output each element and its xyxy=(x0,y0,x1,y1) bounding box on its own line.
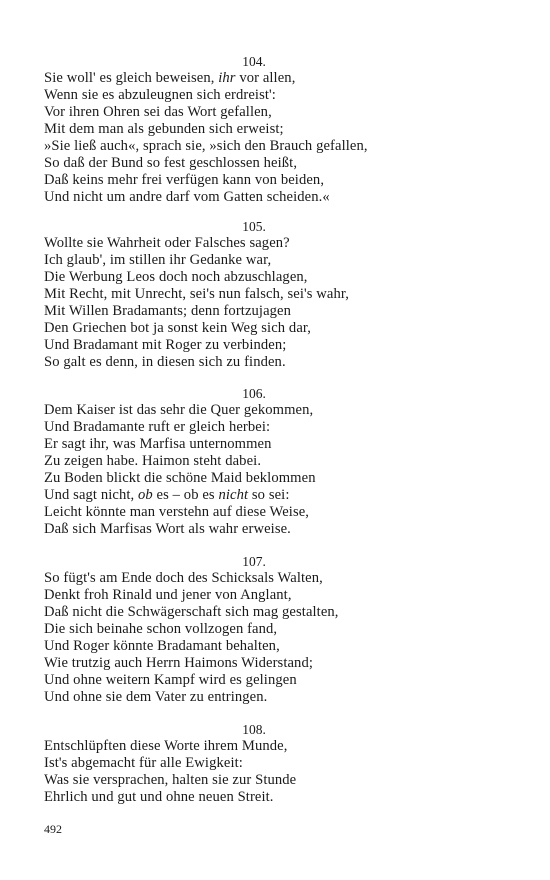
verse-line xyxy=(44,772,504,789)
verse-text: Und Bradamant mit Roger zu verbinden; xyxy=(44,337,287,353)
verse-text: So galt es denn, in diesen sich zu finden. xyxy=(44,354,286,370)
verse-line xyxy=(44,738,504,755)
verse-text: Wie trutzig auch Herrn Haimons Widerstand; xyxy=(44,655,314,671)
verse-text: Ich glaub', im stillen ihr Gedanke war, xyxy=(44,252,272,268)
verse-line xyxy=(44,436,504,453)
verse-text: Was sie versprachen, halten sie zur Stunde xyxy=(44,772,297,788)
verse-text: Und ohne sie dem Vater zu entringen. xyxy=(44,689,268,705)
verse-line xyxy=(44,655,504,672)
verse-line xyxy=(44,672,504,689)
verse-line xyxy=(44,789,504,806)
verse-line xyxy=(44,337,504,354)
page-number: 492 xyxy=(44,822,62,836)
verse-text: Dem Kaiser ist das sehr die Quer gekommen, xyxy=(44,402,314,418)
verse-text: Denkt froh Rinald und jener von Anglant, xyxy=(44,587,292,603)
verse-text: Ehrlich und gut und ohne neuen Streit. xyxy=(44,789,274,805)
verse-text: Den Griechen bot ja sonst kein Weg sich dar, xyxy=(44,320,312,336)
verse-line xyxy=(44,252,504,269)
verse-line xyxy=(44,419,504,436)
stanza-104 xyxy=(44,53,504,206)
verse-line xyxy=(44,453,504,470)
verse-text: vor allen, xyxy=(235,70,296,86)
verse-text: Ist's abgemacht für alle Ewigkeit: xyxy=(44,755,243,771)
verse-text: Und Bradamante ruft er gleich herbei: xyxy=(44,419,271,435)
verse-line xyxy=(44,189,504,206)
verse-text: Mit dem man als gebunden sich erweist; xyxy=(44,121,284,137)
verse-text: Leicht könnte man verstehn auf diese Weise, xyxy=(44,504,310,520)
stanza-number: 107. xyxy=(242,554,266,569)
verse-text: Sie woll' es gleich beweisen, xyxy=(44,70,219,86)
verse-text: so sei: xyxy=(248,487,290,503)
verse-line xyxy=(44,320,504,337)
verse-line xyxy=(44,172,504,189)
stanza-106 xyxy=(44,385,504,538)
verse-line xyxy=(44,402,504,419)
verse-text: Und sagt nicht, xyxy=(44,487,139,503)
verse-text: Wenn sie es abzuleugnen sich erdreist': xyxy=(44,87,276,103)
verse-text: Und Roger könnte Bradamant behalten, xyxy=(44,638,280,654)
verse-text: Vor ihren Ohren sei das Wort gefallen, xyxy=(44,104,272,120)
verse-line xyxy=(44,604,504,621)
verse-line xyxy=(44,155,504,172)
verse-line xyxy=(44,470,504,487)
stanza-lines xyxy=(44,570,504,706)
stanza-105 xyxy=(44,218,504,371)
verse-text: Und nicht um andre darf vom Gatten scheiden.« xyxy=(44,189,330,205)
stanza-lines xyxy=(44,402,504,538)
verse-text: Zu zeigen habe. Haimon steht dabei. xyxy=(44,453,262,469)
verse-line xyxy=(44,570,504,587)
emphasized-text: ob xyxy=(138,487,153,503)
verse-line xyxy=(44,587,504,604)
verse-line xyxy=(44,521,504,538)
verse-line xyxy=(44,235,504,252)
verse-line xyxy=(44,87,504,104)
verse-text: So fügt's am Ende doch des Schicksals Walten, xyxy=(44,570,323,586)
emphasized-text: nicht xyxy=(218,487,249,503)
verse-line xyxy=(44,121,504,138)
verse-line xyxy=(44,70,504,87)
stanza-108 xyxy=(44,721,504,806)
stanza-number: 104. xyxy=(242,54,266,69)
stanza-number: 108. xyxy=(242,722,266,737)
verse-text: Mit Recht, mit Unrecht, sei's nun falsch, sei's wahr, xyxy=(44,286,350,302)
verse-text: Daß nicht die Schwägerschaft sich mag gestalten, xyxy=(44,604,339,620)
verse-text: Die Werbung Leos doch noch abzuschlagen, xyxy=(44,269,308,285)
stanza-number: 106. xyxy=(242,386,266,401)
verse-line xyxy=(44,286,504,303)
verse-text: Und ohne weitern Kampf wird es gelingen xyxy=(44,672,297,688)
verse-line xyxy=(44,303,504,320)
stanza-number: 105. xyxy=(242,219,266,234)
stanza-lines xyxy=(44,235,504,371)
verse-text: Wollte sie Wahrheit oder Falsches sagen? xyxy=(44,235,290,251)
verse-line xyxy=(44,689,504,706)
emphasized-text: ihr xyxy=(218,70,236,86)
verse-line xyxy=(44,487,504,504)
verse-text: Zu Boden blickt die schöne Maid beklommen xyxy=(44,470,316,486)
verse-text: Daß sich Marfisas Wort als wahr erweise. xyxy=(44,521,291,537)
verse-line xyxy=(44,269,504,286)
verse-text: Die sich beinahe schon vollzogen fand, xyxy=(44,621,278,637)
verse-text: Er sagt ihr, was Marfisa unternommen xyxy=(44,436,272,452)
verse-text: Daß keins mehr frei verfügen kann von beiden, xyxy=(44,172,325,188)
verse-line xyxy=(44,638,504,655)
verse-text: es – ob es xyxy=(152,487,219,503)
verse-line xyxy=(44,104,504,121)
stanza-107 xyxy=(44,553,504,706)
verse-text: Entschlüpften diese Worte ihrem Munde, xyxy=(44,738,288,754)
verse-line xyxy=(44,138,504,155)
verse-text: So daß der Bund so fest geschlossen heißt, xyxy=(44,155,298,171)
verse-line xyxy=(44,504,504,521)
stanza-lines xyxy=(44,738,504,806)
verse-line xyxy=(44,755,504,772)
verse-line xyxy=(44,354,504,371)
stanza-lines xyxy=(44,70,504,206)
verse-text: Mit Willen Bradamants; denn fortzujagen xyxy=(44,303,292,319)
verse-text: »Sie ließ auch«, sprach sie, »sich den Brauch gefallen, xyxy=(44,138,368,154)
verse-line xyxy=(44,621,504,638)
